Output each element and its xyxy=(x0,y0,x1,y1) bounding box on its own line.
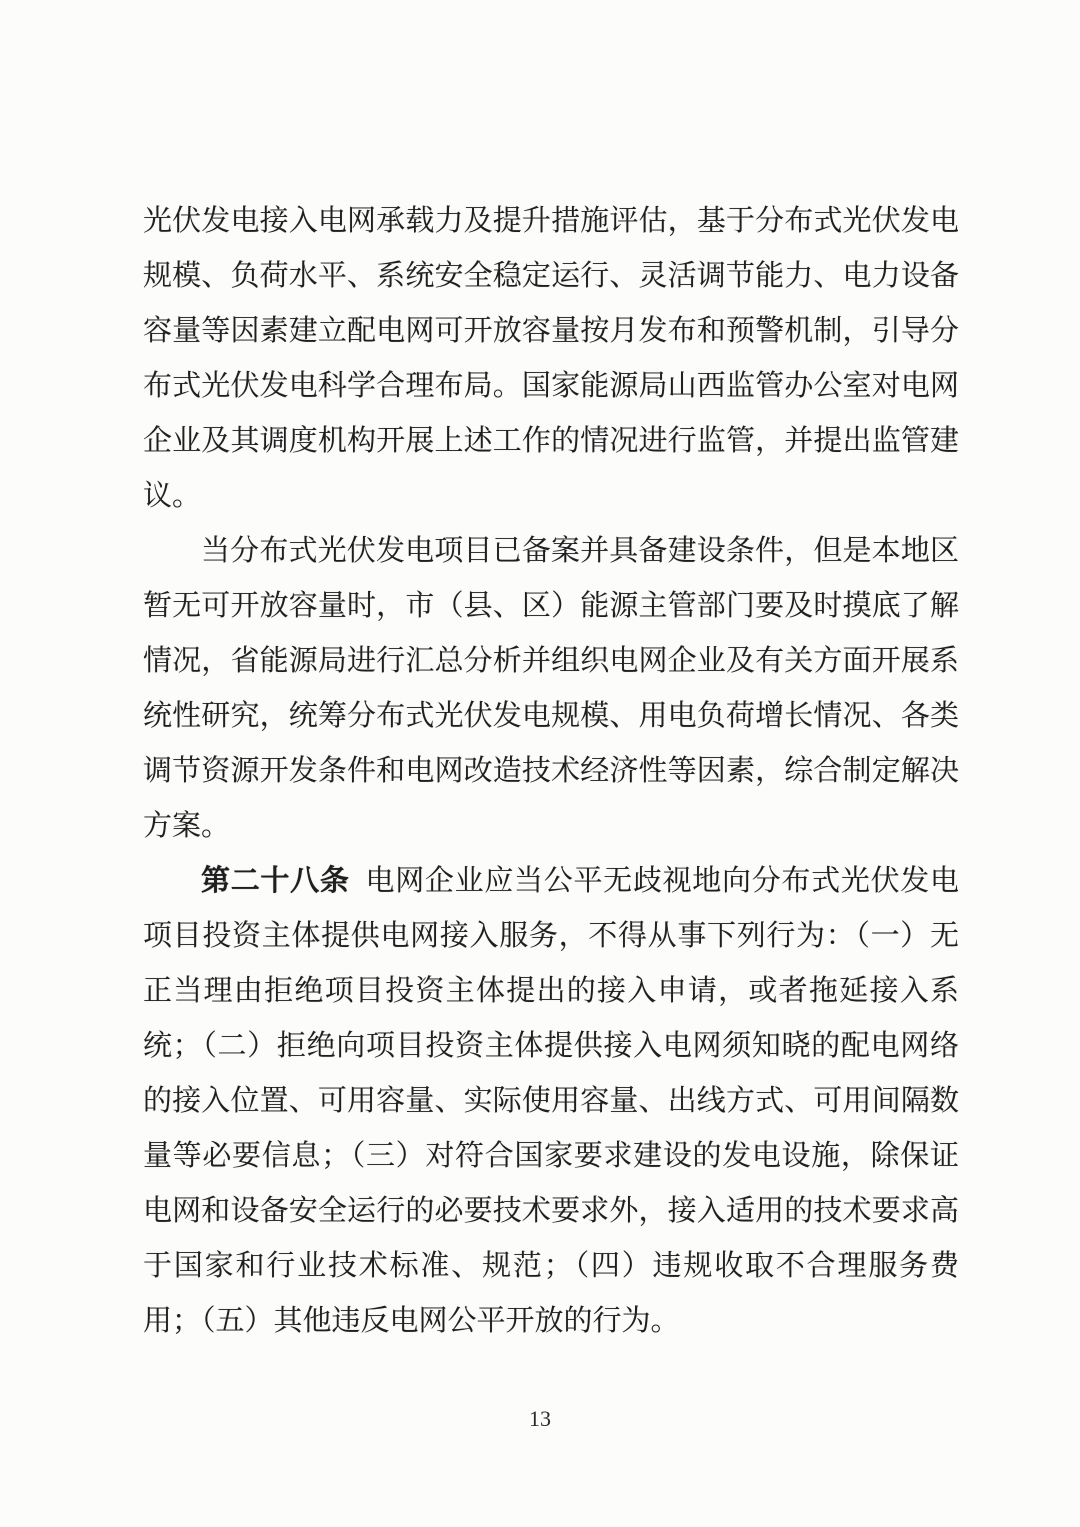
paragraph: 第二十八条 电网企业应当公平无歧视地向分布式光伏发电项目投资主体提供电网接入服务，不得从事下列行为：（一）无正当理由拒绝项目投资主体提出的接入申请，或者拖延接入系统；（二）拒绝向项目投资主体提供接入电网须知晓的配电网络的接入位置、可用容量、实际使用容量、出线方式、可用间隔数量等必要信息；（三）对符合国家要求建设的发电设施，除保证电网和设备安全运行的必要技术要求外，接入适用的技术要求高于国家和行业技术标准、规范；（四）违规收取不合理服务费用；（五）其他违反电网公平开放的行为。 xyxy=(143,865,959,1337)
paragraph: 光伏发电接入电网承载力及提升措施评估，基于分布式光伏发电规模、负荷水平、系统安全稳定运行、灵活调节能力、电力设备容量等因素建立配电网可开放容量按月发布和预警机制，引导分布式光伏发电科学合理布局。国家能源局山西监管办公室对电网企业及其调度机构开展上述工作的情况进行监管，并提出监管建议。 xyxy=(143,205,959,512)
text-block xyxy=(143,194,959,1349)
article-number: 第二十八条 xyxy=(201,865,350,897)
paragraph: 当分布式光伏发电项目已备案并具备建设条件，但是本地区暂无可开放容量时，市（县、区）能源主管部门要及时摸底了解情况，省能源局进行汇总分析并组织电网企业及有关方面开展系统性研究，统筹分布式光伏发电规模、用电负荷增长情况、各类调节资源开发条件和电网改造技术经济性等因素，综合制定解决方案。 xyxy=(143,535,959,842)
page-number: 13 xyxy=(529,1406,551,1431)
